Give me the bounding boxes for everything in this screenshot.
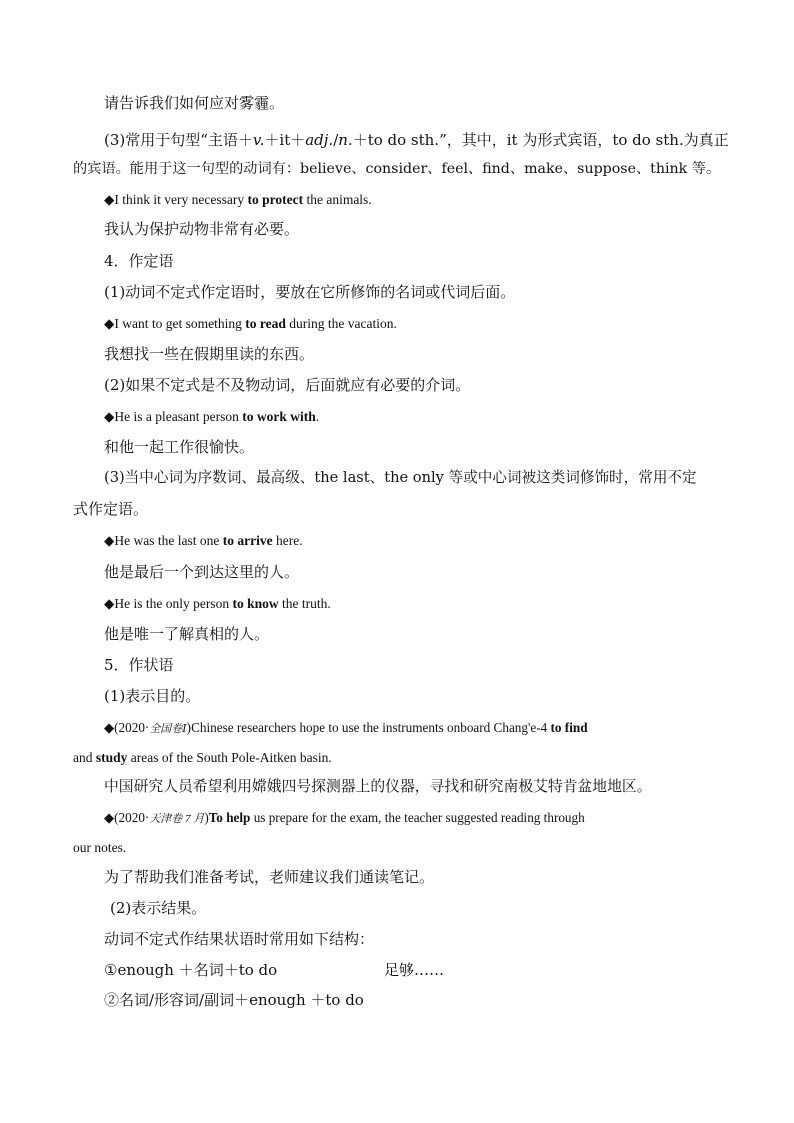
text-part: v. [252, 131, 265, 149]
text: 中国研究人员希望利用嫦娥四号探测器上的仪器，寻找和研究南极艾特肯盆地地区。 [104, 778, 652, 795]
text: (2)表示结果。 [110, 899, 207, 917]
text-part: . [315, 409, 320, 424]
text-line [104, 437, 254, 457]
text-line [73, 159, 720, 179]
text-line [73, 499, 148, 519]
example-sentence [104, 314, 397, 334]
text-part: n. [338, 131, 353, 149]
example-sentence [104, 407, 319, 427]
source-tag: 天津卷 7 月 [149, 813, 205, 825]
text-part: ◆He was the last one [104, 533, 223, 548]
text-part: ◆I want to get something [104, 316, 246, 331]
text-part: ◆(2020· [104, 720, 150, 735]
text-part: to work with [242, 409, 316, 424]
text-line [110, 898, 206, 918]
text-part: here. [272, 533, 303, 548]
text-line [104, 867, 434, 887]
text-part: us prepare for the exam, the teacher suggested reading through [250, 810, 585, 825]
text-part: ◆(2020· [104, 810, 150, 825]
text: 请告诉我们如何应对雾霾。 [104, 94, 285, 112]
text: 4．作定语 [104, 252, 174, 270]
text-line [104, 219, 299, 239]
section-heading [104, 655, 174, 675]
text-part: to find [550, 720, 588, 735]
text-part: and [73, 750, 96, 765]
text: our notes. [73, 840, 127, 855]
text-line [104, 344, 314, 364]
text-line [104, 375, 470, 395]
text-part: to protect [247, 192, 304, 207]
text: (1)表示目的。 [104, 687, 201, 705]
text-part: ) [204, 810, 209, 825]
example-sentence [104, 718, 588, 739]
text: (2)如果不定式是不及物动词，后面就应有必要的介词。 [104, 376, 471, 394]
text-part: the animals. [303, 192, 372, 207]
text-part: / [333, 131, 339, 149]
text-part: 足够…… [384, 961, 445, 979]
structure-meaning [384, 960, 444, 980]
text-part: To help [208, 810, 251, 825]
text-part: )Chinese researchers hope to use the instruments onboard Chang'e-4 [186, 720, 551, 735]
source-tag: 全国卷Ⅰ [149, 723, 187, 735]
text-part: ＋it＋ [264, 131, 306, 149]
text: 式作定语。 [73, 500, 149, 518]
text-line [104, 282, 515, 302]
example-sentence [73, 748, 332, 768]
text: ②名词/形容词/副词＋enough ＋to do [104, 991, 364, 1009]
text: 他是最后一个到达这里的人。 [104, 563, 300, 581]
text-part: ＋to do sth.”，其中，it 为形式宾语，to do sth.为真正 [352, 131, 729, 149]
text-part: study [95, 750, 128, 765]
text: 动词不定式作结果状语时常用如下结构： [104, 930, 375, 948]
example-sentence [104, 531, 303, 551]
text: 为了帮助我们准备考试，老师建议我们通读笔记。 [104, 868, 435, 886]
text: 5．作状语 [104, 656, 174, 674]
structure-line [104, 990, 364, 1010]
structure-line [104, 960, 277, 980]
text-part: areas of the South Pole-Aitken basin. [127, 750, 332, 765]
example-sentence [104, 808, 585, 829]
text-part: to know [232, 596, 279, 611]
text-part: (3)常用于句型“主语＋ [104, 131, 253, 149]
text-part: to read [245, 316, 286, 331]
text-line [104, 624, 269, 644]
text: 他是唯一了解真相的人。 [104, 625, 270, 643]
section-heading [104, 251, 174, 271]
text-line [104, 777, 652, 797]
text-part: ◆I think it very necessary [104, 192, 248, 207]
text-part: ①enough ＋名词＋to do [104, 961, 278, 979]
example-sentence [104, 190, 372, 210]
text-line [104, 468, 697, 488]
text: 我认为保护动物非常有必要。 [104, 220, 300, 238]
text: (1)动词不定式作定语时，要放在它所修饰的名词或代词后面。 [104, 283, 516, 301]
text: 的宾语。能用于这一句型的动词有：believe、consider、feel、find、make、suppose、think 等。 [73, 161, 721, 177]
text-line [104, 929, 374, 949]
text-line [104, 93, 284, 113]
text-part: to arrive [222, 533, 273, 548]
text-line [104, 562, 299, 582]
text-part: ◆He is a pleasant person [104, 409, 243, 424]
text: 我想找一些在假期里读的东西。 [104, 345, 315, 363]
text: (3)当中心词为序数词、最高级、the last、the only 等或中心词被这类词修饰时，常用不定 [104, 469, 697, 486]
example-sentence [104, 594, 331, 614]
text-part: the truth. [278, 596, 331, 611]
text: 和他一起工作很愉快。 [104, 438, 255, 456]
example-sentence [73, 838, 126, 858]
text-part: during the vacation. [285, 316, 397, 331]
text-line [104, 130, 729, 150]
text-part: adj. [305, 131, 334, 149]
text-line [104, 686, 200, 706]
text [104, 130, 729, 150]
text-part: ◆He is the only person [104, 596, 233, 611]
